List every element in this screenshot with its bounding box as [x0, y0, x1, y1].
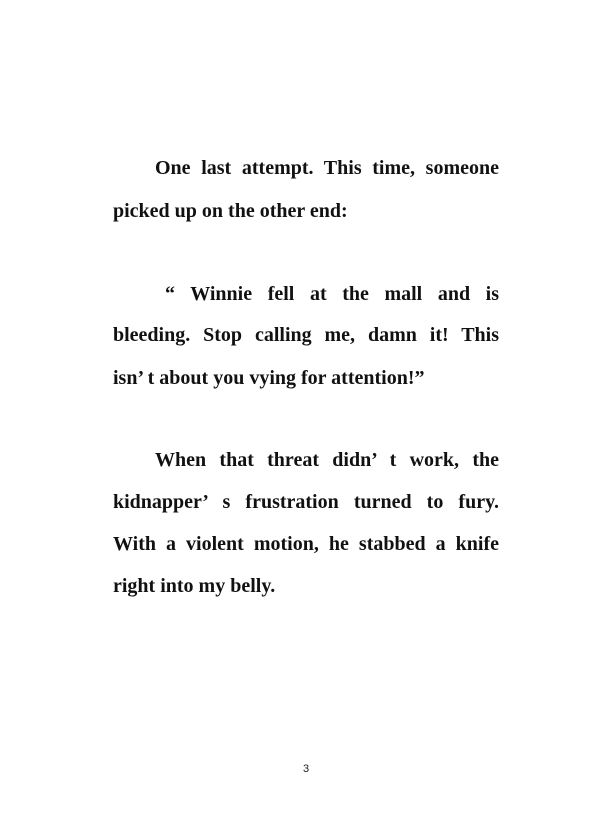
paragraph-3-line-4: right into my belly. [113, 575, 276, 597]
paragraph-2-line-2: bleeding. Stop calling me, damn it! This [113, 324, 499, 346]
paragraph-1-line-1: One last attempt. This time, someone [155, 157, 499, 179]
paragraph-2-line-1: “ Winnie fell at the mall and is [165, 283, 499, 305]
paragraph-3-line-1: When that threat didn’ t work, the [155, 449, 499, 471]
page-number: 3 [302, 763, 310, 775]
paragraph-3-line-2: kidnapper’ s frustration turned to fury. [113, 491, 499, 513]
paragraph-3-line-3: With a violent motion, he stabbed a knife [113, 533, 499, 555]
paragraph-2-line-3: isn’ t about you vying for attention!” [113, 367, 425, 389]
paragraph-1-line-2: picked up on the other end: [113, 200, 348, 222]
